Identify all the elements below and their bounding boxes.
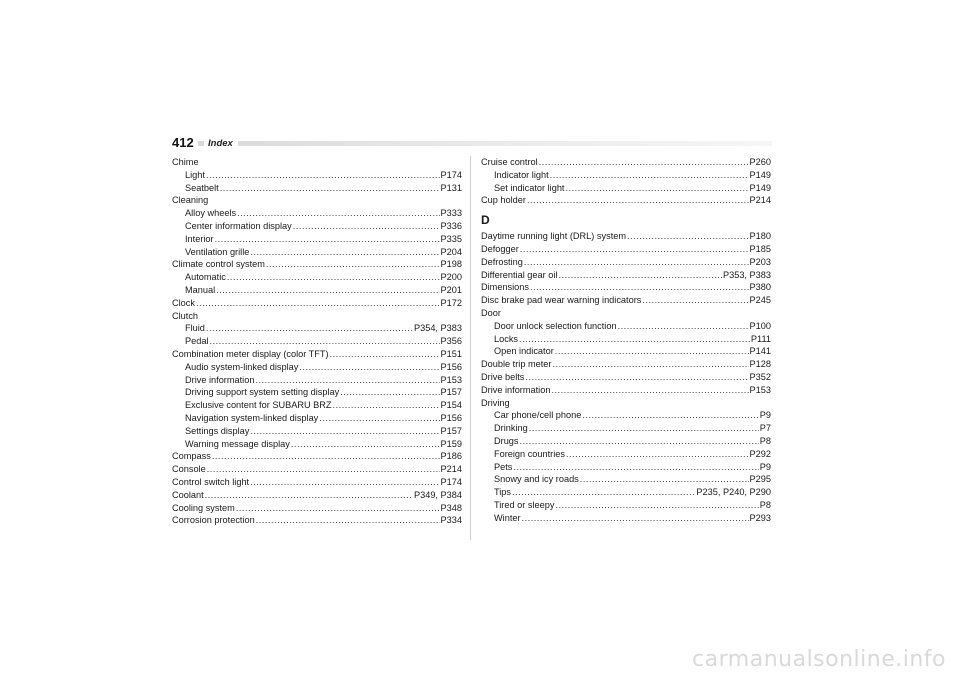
leader-dots	[539, 156, 749, 169]
leader-dots	[250, 246, 439, 259]
leader-dots	[627, 230, 749, 243]
leader-dots	[291, 438, 440, 451]
entry-page: P9	[759, 410, 771, 421]
index-column-left	[172, 156, 462, 527]
index-entry-cup-holder	[481, 194, 771, 207]
leader-dots	[250, 476, 439, 489]
entry-page: P159	[440, 438, 462, 449]
entry-page: P349, P384	[413, 489, 462, 500]
entry-label: Disc brake pad wear warning indicators	[481, 295, 642, 306]
entry-label: Door unlock selection function	[494, 320, 617, 331]
index-heading-door: Door	[481, 307, 501, 318]
leader-dots	[255, 374, 439, 387]
index-entry-drive-info	[481, 384, 771, 397]
index-heading-driving: Driving	[481, 397, 510, 408]
index-entry-control-switch	[172, 476, 462, 489]
entry-page: P180	[749, 231, 771, 242]
entry-label: Dimensions	[481, 282, 529, 293]
leader-dots	[216, 284, 439, 297]
index-entry-climate	[172, 258, 462, 271]
leader-dots	[237, 207, 439, 220]
entry-page: P336	[440, 220, 462, 231]
entry-label: Exclusive content for SUBARU BRZ	[185, 400, 332, 411]
entry-page: P8	[759, 435, 771, 446]
entry-page: P111	[750, 333, 771, 344]
entry-label: Navigation system-linked display	[185, 412, 319, 423]
entry-label: Defrosting	[481, 256, 523, 267]
entry-label: Corrosion protection	[172, 515, 255, 526]
column-divider	[470, 156, 471, 540]
index-entry-cmd-nav	[172, 412, 462, 425]
index-entry-driving-tired	[481, 499, 771, 512]
leader-dots	[522, 512, 749, 525]
entry-label: Differential gear oil	[481, 269, 558, 280]
index-entry-climate-auto	[172, 271, 462, 284]
leader-dots	[266, 258, 440, 271]
entry-label: Indicator light	[494, 169, 549, 180]
index-entry-cmd-settings	[172, 425, 462, 438]
entry-label: Climate control system	[172, 259, 265, 270]
index-entry-double-trip	[481, 358, 771, 371]
index-entry-cmd-audio	[172, 361, 462, 374]
leader-dots	[529, 422, 759, 435]
entry-page: P200	[440, 272, 462, 283]
index-entry-drl	[481, 230, 771, 243]
entry-label: Audio system-linked display	[185, 361, 299, 372]
index-entry-differential	[481, 269, 771, 282]
leader-dots	[618, 320, 749, 333]
index-column-right	[481, 156, 771, 525]
leader-dots	[555, 345, 749, 358]
entry-page: P214	[440, 464, 462, 475]
entry-label: Interior	[185, 233, 214, 244]
watermark: carmanualsonline.info	[692, 647, 946, 672]
entry-page: P203	[749, 256, 771, 267]
entry-page: P380	[749, 282, 771, 293]
leader-dots	[212, 450, 440, 463]
leader-dots	[551, 384, 748, 397]
index-entry-door-locks	[481, 333, 771, 346]
leader-dots	[330, 348, 440, 361]
index-letter-d: D	[481, 213, 490, 228]
index-entry-driving-drugs	[481, 435, 771, 448]
entry-page: P153	[749, 384, 771, 395]
leader-dots	[333, 399, 440, 412]
leader-dots	[642, 294, 748, 307]
entry-label: Light	[185, 169, 205, 180]
entry-label: Locks	[494, 333, 519, 344]
entry-page: P151	[440, 348, 462, 359]
index-entry-dimensions	[481, 281, 771, 294]
entry-label: Pets	[494, 461, 513, 472]
leader-dots	[256, 514, 440, 527]
index-entry-cruise	[481, 156, 771, 169]
entry-label: Drive belts	[481, 371, 525, 382]
entry-page: P149	[749, 182, 771, 193]
entry-label: Clock	[172, 297, 195, 308]
leader-dots	[227, 271, 440, 284]
entry-label: Manual	[185, 284, 216, 295]
leader-dots	[206, 322, 413, 335]
leader-dots	[319, 412, 439, 425]
leader-dots	[565, 182, 748, 195]
index-entry-cruise-set	[481, 182, 771, 195]
entry-label: Pedal	[185, 336, 209, 347]
leader-dots	[299, 361, 439, 374]
entry-page: P186	[440, 451, 462, 462]
entry-label: Center information display	[185, 220, 292, 231]
entry-page: P348	[440, 502, 462, 513]
index-entry-coolant	[172, 489, 462, 502]
entry-label: Defogger	[481, 243, 519, 254]
entry-page: P354, P383	[413, 323, 462, 334]
entry-page: P100	[749, 320, 771, 331]
entry-label: Drive information	[185, 374, 255, 385]
entry-label: Combination meter display (color TFT)	[172, 348, 329, 359]
index-entry-chime-seatbelt	[172, 182, 462, 195]
index-entry-defrosting	[481, 256, 771, 269]
entry-label: Winter	[494, 512, 521, 523]
index-heading-clutch: Clutch	[172, 310, 199, 321]
index-entry-cmd-drive	[172, 374, 462, 387]
entry-page: P128	[749, 359, 771, 370]
index-entry-console	[172, 463, 462, 476]
index-entry-driving-phone	[481, 409, 771, 422]
entry-page: P141	[749, 346, 771, 357]
leader-dots	[520, 435, 759, 448]
entry-label: Control switch light	[172, 476, 250, 487]
leader-dots	[519, 333, 750, 346]
entry-page: P260	[749, 157, 771, 167]
index-entry-corrosion	[172, 514, 462, 527]
header-rule	[172, 141, 772, 146]
section-title: Index	[204, 137, 238, 151]
entry-page: P293	[749, 512, 771, 523]
entry-page: P214	[749, 195, 771, 206]
leader-dots	[205, 489, 413, 502]
index-entry-driving-pets	[481, 461, 771, 474]
entry-page: P352	[749, 371, 771, 382]
entry-label: Cooling system	[172, 502, 235, 513]
entry-label: Open indicator	[494, 346, 554, 357]
index-entry-cruise-indicator	[481, 169, 771, 182]
entry-label: Compass	[172, 451, 211, 462]
entry-page: P157	[440, 425, 462, 436]
index-entry-cleaning-interior	[172, 233, 462, 246]
leader-dots	[525, 371, 748, 384]
leader-dots	[558, 269, 722, 282]
entry-page: P153	[440, 374, 462, 385]
leader-dots	[580, 473, 749, 486]
entry-page: P174	[440, 476, 462, 487]
index-entry-cleaning-alloy	[172, 207, 462, 220]
leader-dots	[340, 386, 439, 399]
leader-dots	[527, 194, 749, 207]
entry-page: P157	[440, 387, 462, 398]
leader-dots	[512, 486, 695, 499]
leader-dots	[215, 233, 440, 246]
entry-page: P8	[759, 499, 771, 510]
index-entry-driving-tips	[481, 486, 771, 499]
index-entry-chime-light	[172, 169, 462, 182]
entry-label: Tired or sleepy	[494, 499, 555, 510]
entry-page: P245	[749, 295, 771, 306]
entry-label: Tips	[494, 487, 512, 498]
index-entry-door-open	[481, 345, 771, 358]
index-entry-cooling	[172, 502, 462, 515]
index-entry-compass	[172, 450, 462, 463]
leader-dots	[550, 169, 749, 182]
entry-page: P198	[440, 259, 462, 270]
index-entry-disc-brake	[481, 294, 771, 307]
entry-label: Cruise control	[481, 157, 538, 167]
entry-label: Fluid	[185, 323, 205, 334]
entry-label: Car phone/cell phone	[494, 410, 582, 421]
leader-dots	[220, 182, 440, 195]
entry-label: Foreign countries	[494, 448, 565, 459]
page-header	[172, 136, 772, 150]
index-entry-driving-drinking	[481, 422, 771, 435]
leader-dots	[530, 281, 749, 294]
entry-page: P201	[440, 284, 462, 295]
index-entry-clock	[172, 297, 462, 310]
entry-page: P131	[440, 182, 462, 193]
entry-page: P172	[440, 297, 462, 308]
entry-label: Console	[172, 464, 206, 475]
entry-label: Driving support system setting display	[185, 387, 340, 398]
leader-dots	[566, 448, 749, 461]
leader-dots	[513, 461, 758, 474]
entry-label: Set indicator light	[494, 182, 565, 193]
entry-label: Ventilation grille	[185, 246, 250, 257]
leader-dots	[196, 297, 440, 310]
entry-page: P356	[440, 336, 462, 347]
index-entry-driving-snowy	[481, 473, 771, 486]
index-entry-cleaning-vent	[172, 246, 462, 259]
entry-page: P9	[759, 461, 771, 472]
leader-dots	[293, 220, 440, 233]
leader-dots	[520, 243, 749, 256]
entry-page: P7	[759, 423, 771, 434]
entry-page: P185	[749, 243, 771, 254]
leader-dots	[206, 169, 440, 182]
index-entry-driving-foreign	[481, 448, 771, 461]
entry-label: Drinking	[494, 423, 528, 434]
index-entry-door-unlock	[481, 320, 771, 333]
entry-page: P334	[440, 515, 462, 526]
entry-page: P292	[749, 448, 771, 459]
leader-dots	[524, 256, 749, 269]
leader-dots	[582, 409, 758, 422]
entry-label: Warning message display	[185, 438, 290, 449]
entry-label: Automatic	[185, 272, 226, 283]
index-heading-chime: Chime	[172, 157, 199, 167]
entry-page: P235, P240, P290	[696, 487, 771, 498]
index-heading-cleaning: Cleaning	[172, 195, 209, 206]
leader-dots	[210, 335, 440, 348]
entry-label: Coolant	[172, 489, 204, 500]
entry-page: P335	[440, 233, 462, 244]
page-number: 412	[172, 135, 198, 151]
index-entry-defogger	[481, 243, 771, 256]
index-entry-climate-manual	[172, 284, 462, 297]
entry-page: P154	[440, 400, 462, 411]
index-entry-cmd-warning	[172, 438, 462, 451]
entry-page: P295	[749, 474, 771, 485]
leader-dots	[236, 502, 440, 515]
entry-page: P204	[440, 246, 462, 257]
leader-dots	[555, 499, 758, 512]
entry-page: P333	[440, 208, 462, 219]
index-entry-cmd-support	[172, 386, 462, 399]
leader-dots	[207, 463, 440, 476]
entry-page: P174	[440, 169, 462, 180]
entry-label: Drugs	[494, 435, 519, 446]
leader-dots	[250, 425, 439, 438]
entry-label: Seatbelt	[185, 182, 219, 193]
leader-dots	[552, 358, 748, 371]
entry-page: P156	[440, 412, 462, 423]
entry-label: Alloy wheels	[185, 208, 237, 219]
index-entry-combination-meter	[172, 348, 462, 361]
index-entry-clutch-pedal	[172, 335, 462, 348]
index-entry-clutch-fluid	[172, 322, 462, 335]
entry-page: P149	[749, 169, 771, 180]
entry-page: P353, P383	[722, 269, 771, 280]
index-entry-cleaning-center	[172, 220, 462, 233]
entry-label: Cup holder	[481, 195, 526, 206]
entry-label: Daytime running light (DRL) system	[481, 231, 627, 242]
index-entry-cmd-brz	[172, 399, 462, 412]
index-entry-drive-belts	[481, 371, 771, 384]
entry-label: Settings display	[185, 425, 250, 436]
entry-label: Double trip meter	[481, 359, 552, 370]
entry-page: P156	[440, 361, 462, 372]
entry-label: Drive information	[481, 384, 551, 395]
entry-label: Snowy and icy roads	[494, 474, 579, 485]
index-entry-driving-winter	[481, 512, 771, 525]
